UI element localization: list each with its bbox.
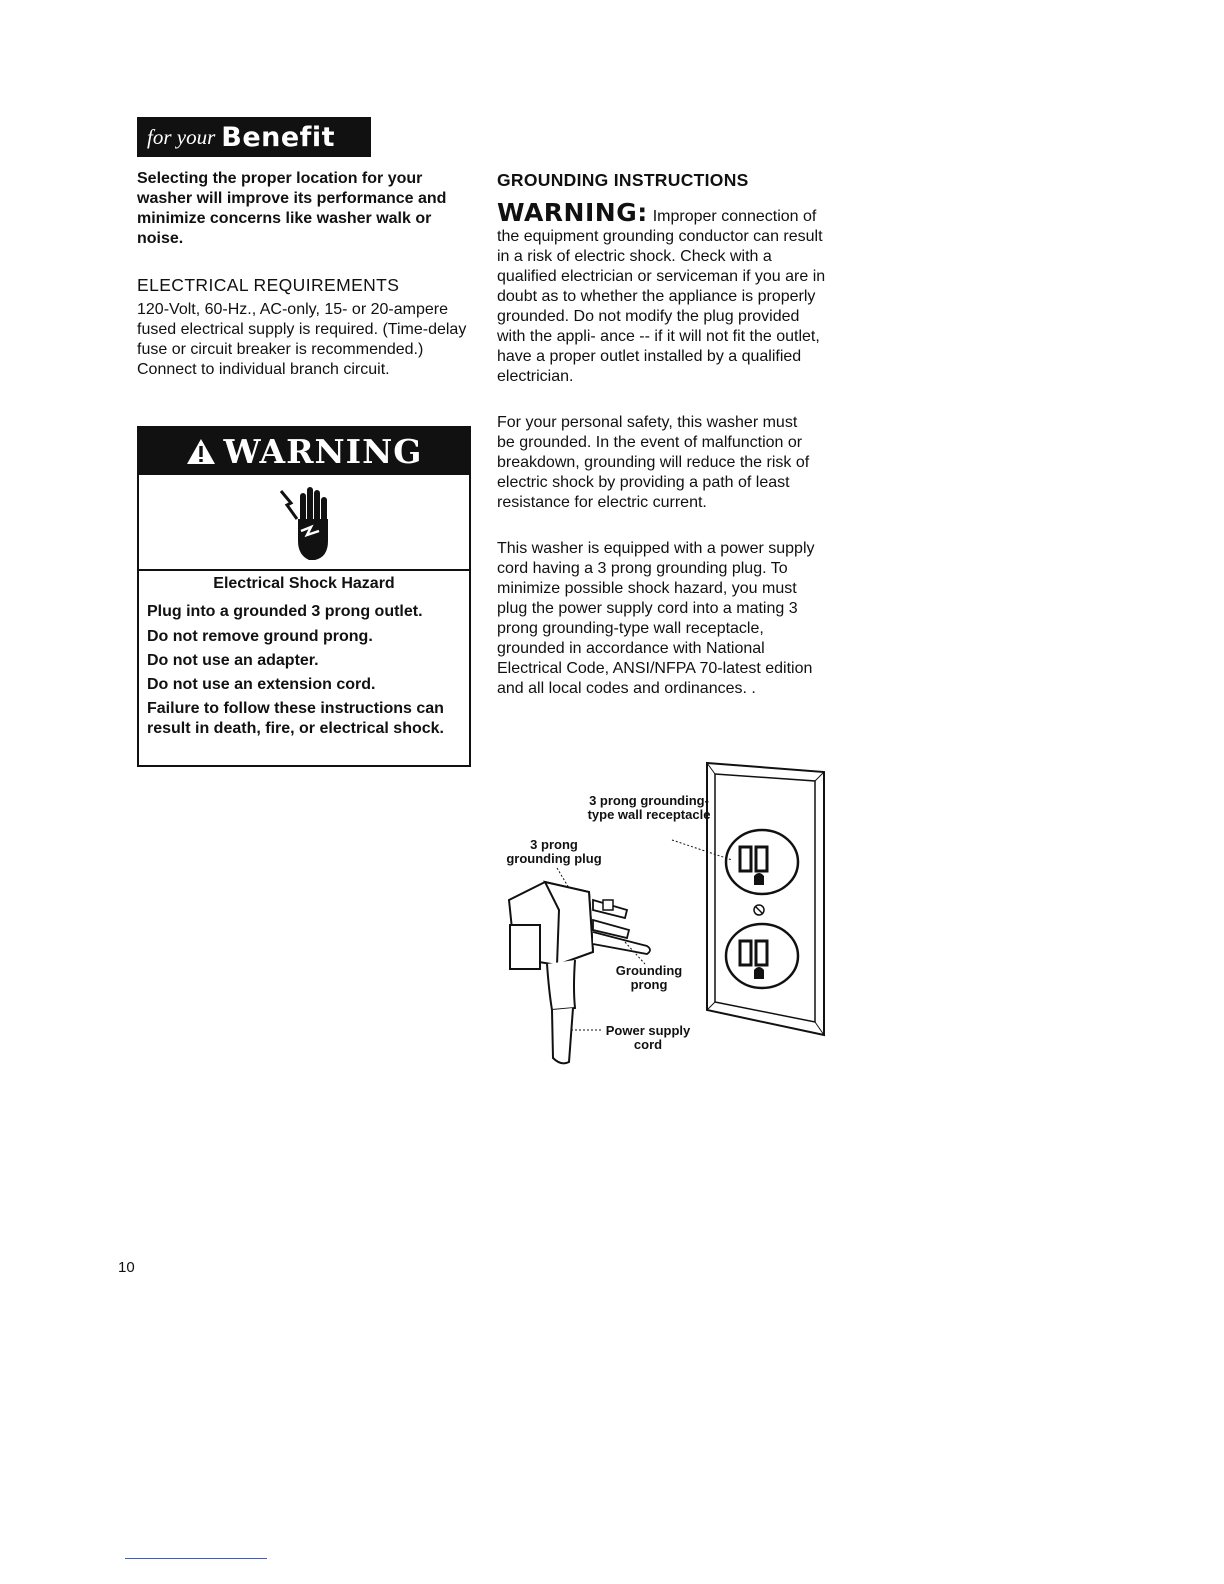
power-cord-label: Power supply cord [605,1023,691,1052]
plug-label: 3 prong grounding plug [506,837,602,866]
warning-line-grounded-outlet: Plug into a grounded 3 prong outlet. [147,603,423,620]
hazard-title: Electrical Shock Hazard [213,575,395,592]
electrical-requirements-body: 120-Volt, 60-Hz., AC-only, 15- or 20-ampere fused electrical supply is required. (Time-delay fuse or circuit breaker is recommended.) Connect to individual branch circuit. [137,301,467,378]
banner-big-text: Benefit [221,121,336,153]
electrical-requirements-heading: ELECTRICAL REQUIREMENTS [137,275,400,295]
receptacle-label: 3 prong grounding-type wall receptacle [587,793,711,822]
banner-script-text: for your [147,124,216,149]
warning-triangle-icon [186,438,216,465]
shock-pictogram-area [139,475,469,571]
warning-line-adapter: Do not use an adapter. [147,652,319,669]
grounding-warning-text: Improper connection of the equipment grounding conductor can result in a risk of electric shock. Check with a qualified electrician or serviceman if you are in doubt as to whether the appliance is properly grounded. Do not modify the plug provided with the appli- ance -- if it will not fit the outlet, have a proper outlet installed by a qualified electrician. [497,208,826,385]
warning-header [139,428,469,475]
warning-line-extension-cord: Do not use an extension cord. [147,676,376,693]
warning-line-consequence: Failure to follow these instructions can result in death, fire, or electrical shock. [147,700,444,737]
warning-line-ground-prong: Do not remove ground prong. [147,628,373,645]
grounding-prong-label: Grounding prong [615,963,683,992]
warning-header-text: WARNING [223,432,423,471]
footer-rule [125,1558,267,1559]
grounding-cord-paragraph: This washer is equipped with a power supply cord having a 3 prong grounding plug. To minimize possible shock hazard, you must plug the power supply cord into a mating 3 prong grounding-type wall receptacle, grounded in accordance with National Electrical Code, ANSI/NFPA 70-latest edition and all local codes and ordinances. . [497,540,815,697]
grounding-instructions-heading: GROUNDING INSTRUCTIONS [497,170,749,190]
page-number: 10 [118,1259,135,1276]
grounding-warning-word: WARNING: [497,198,648,227]
electric-shock-hand-icon [279,481,339,565]
plug-receptacle-diagram [497,760,827,1070]
warning-box [137,426,471,767]
grounding-safety-paragraph: For your personal safety, this washer must be grounded. In the event of malfunction or breakdown, grounding will reduce the risk of electric shock by providing a path of least resistance for electric current. [497,414,810,511]
grounding-warning-paragraph [497,200,827,387]
for-your-benefit-banner [137,117,371,157]
intro-paragraph: Selecting the proper location for your washer will improve its performance and minimize concerns like washer walk or noise. [137,170,447,247]
